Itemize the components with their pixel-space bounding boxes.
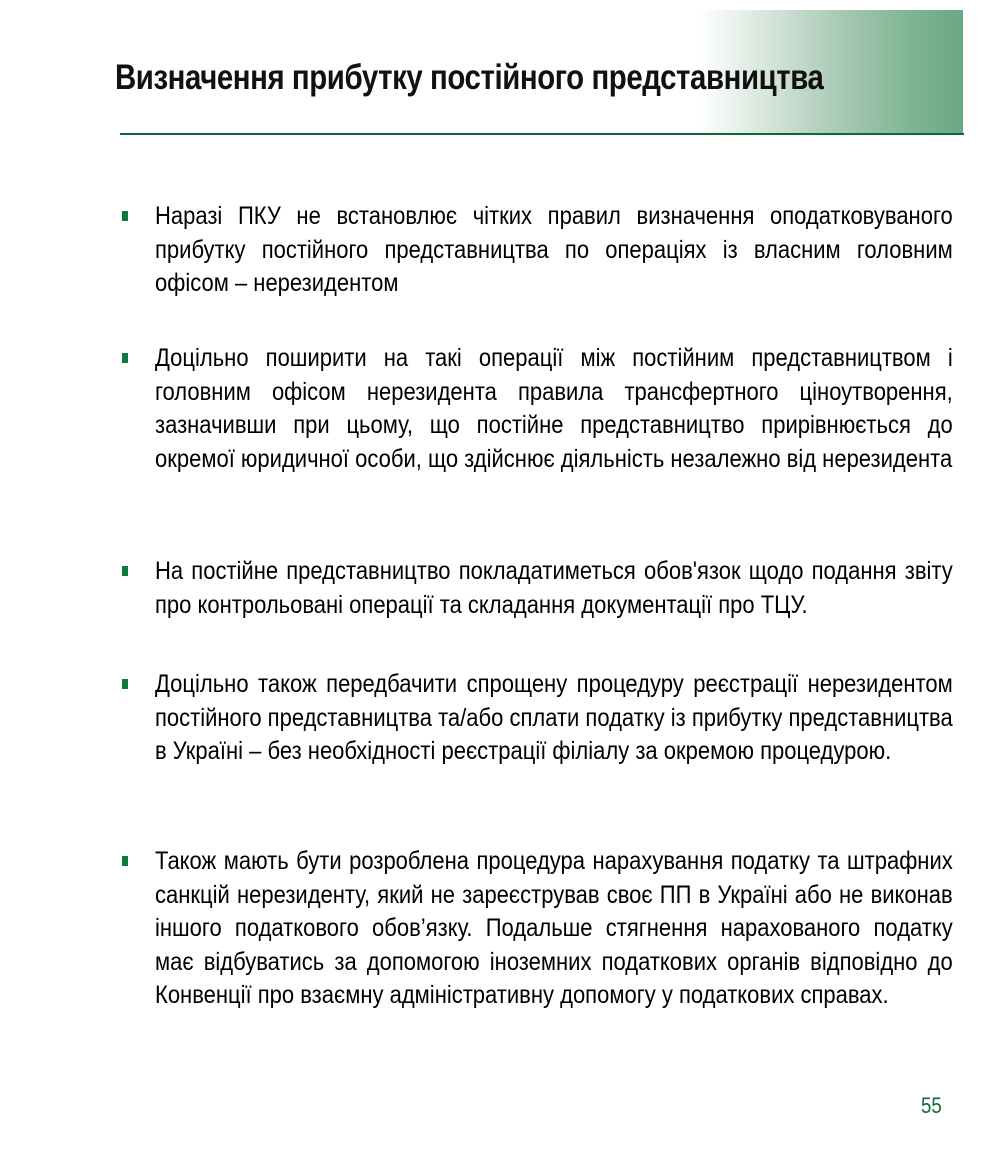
bullet-item: [120, 555, 953, 622]
square-bullet-icon: [122, 353, 128, 363]
bullet-text: На постійне представництво покладатиметься обов'язок щодо подання звіту про контрольовані операції та складання документації про ТЦУ.: [155, 557, 953, 619]
bullet-item: [120, 200, 953, 301]
page-number: 55: [921, 1093, 942, 1118]
bullet-text: Доцільно також передбачити спрощену процедуру реєстрації нерезидентом постійного представництва та/або сплати податку із прибутку представництва в Україні – без необхідності реєстрації філіалу за окремою процедурою.: [155, 670, 953, 765]
slide-title: Визначення прибутку постійного представництва: [115, 58, 824, 97]
bullet-text: Наразі ПКУ не встановлює чітких правил визначення оподатковуваного прибутку постійного представництва по операціях із власним головним офісом – нерезидентом: [155, 202, 953, 297]
bullet-item: [120, 668, 953, 769]
bullet-item: [120, 845, 953, 1013]
bullet-item: [120, 342, 953, 476]
bullet-text: Доцільно поширити на такі операції між постійним представництвом і головним офісом нерезидента правила трансфертного ціноутворення, зазначивши при цьому, що постійне представництво прирівнюється до окремої юридичної особи, що здійснює діяльність незалежно від нерезидента: [155, 344, 953, 473]
square-bullet-icon: [122, 566, 128, 576]
square-bullet-icon: [122, 211, 128, 221]
bullet-text: Також мають бути розроблена процедура нарахування податку та штрафних санкцій нерезиденту, який не зареєстрував своє ПП в Україні або не виконав іншого податкового обов’язку. Подальше стягнення нарахованого податку має відбуватись за допомогою іноземних податкових органів відповідно до Конвенції про взаємну адміністративну допомогу у податкових справах.: [155, 847, 953, 1009]
square-bullet-icon: [122, 679, 128, 689]
title-underline: [120, 133, 964, 135]
square-bullet-icon: [122, 856, 128, 866]
